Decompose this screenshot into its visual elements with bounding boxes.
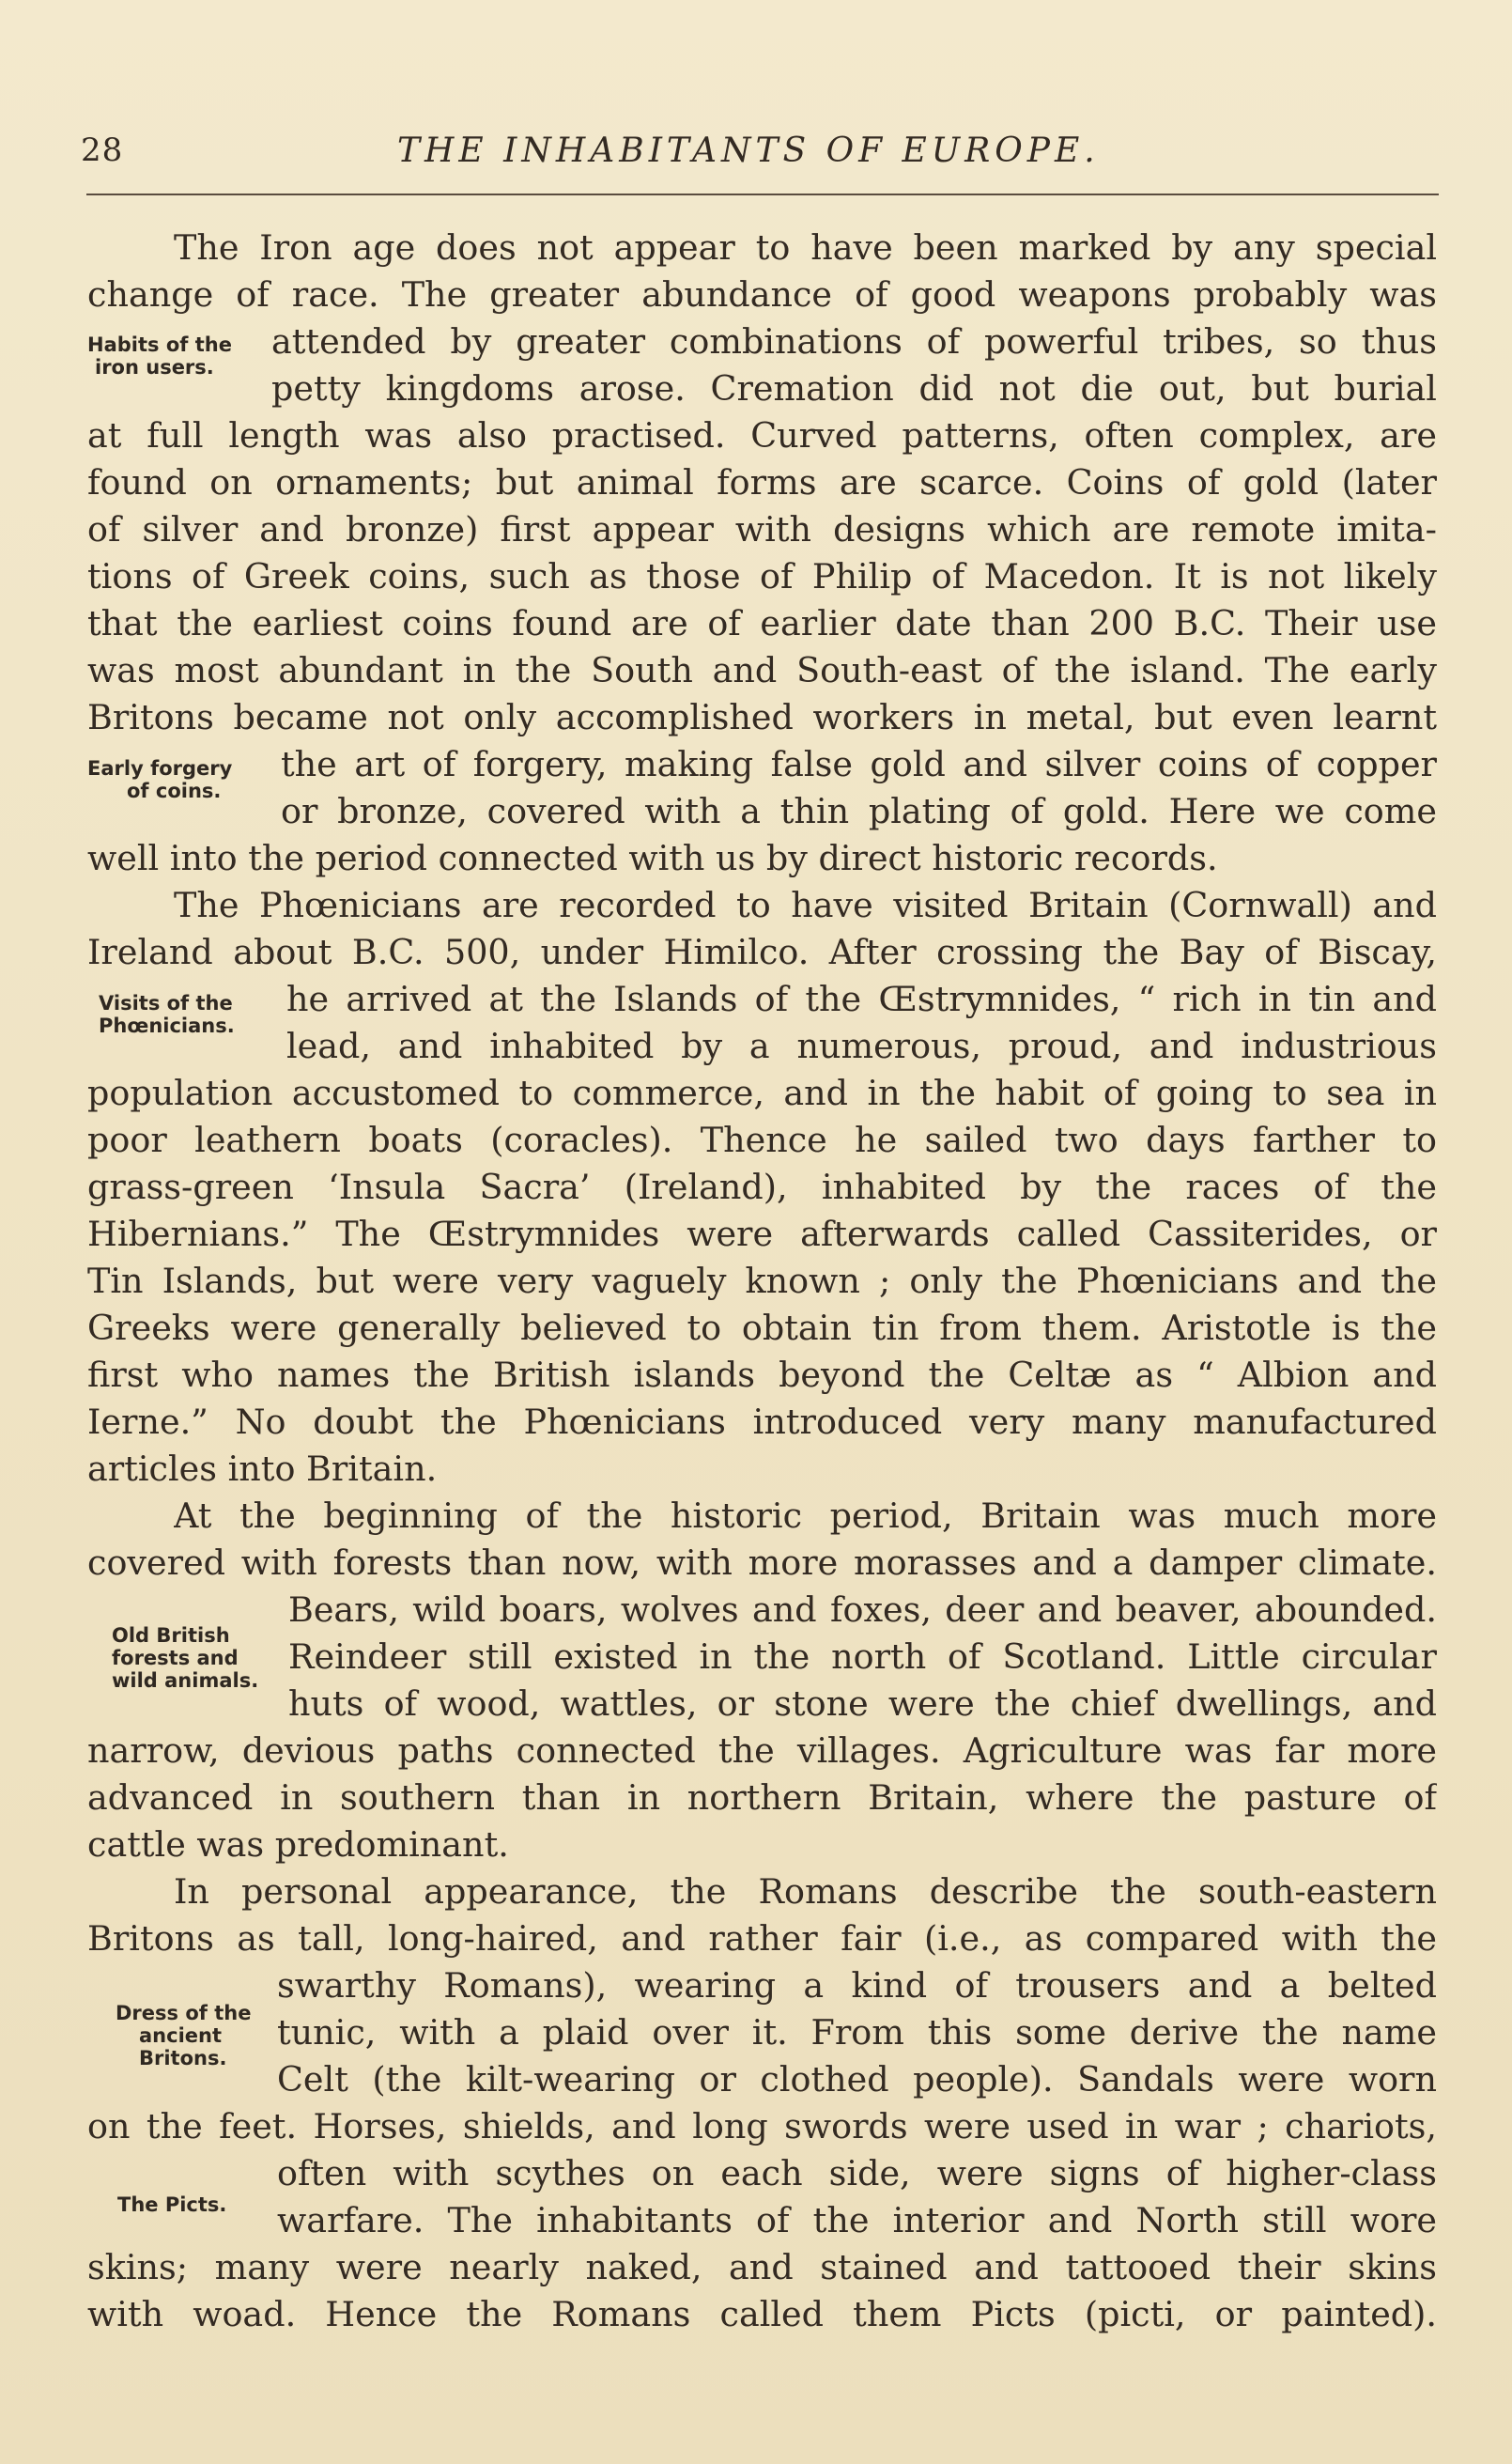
body-line: first who names the British islands beyond the Celtæ as “ Albion and: [87, 1355, 1437, 1395]
margin-note-line: Phœnicians.: [99, 1015, 235, 1037]
body-line: At the beginning of the historic period, Britain was much more: [174, 1495, 1437, 1536]
body-line: poor leathern boats (coracles). Thence he sailed two days farther to: [87, 1120, 1437, 1160]
margin-note-line: Britons.: [139, 2047, 227, 2069]
margin-note-line: Habits of the: [87, 333, 232, 356]
body-line: The Phœnicians are recorded to have visited Britain (Cornwall) and: [174, 885, 1437, 925]
body-line: Tin Islands, but were very vaguely known ; only the Phœnicians and the: [87, 1261, 1437, 1301]
body-line: skins; many were nearly naked, and stained and tattooed their skins: [87, 2247, 1437, 2287]
body-line: on the feet. Horses, shields, and long swords were used in war ; chariots,: [87, 2106, 1437, 2146]
body-line: Britons became not only accomplished workers in metal, but even learnt: [87, 697, 1437, 737]
body-line: attended by greater combinations of powerful tribes, so thus: [271, 321, 1437, 362]
body-line: Ireland about B.C. 500, under Himilco. After crossing the Bay of Biscay,: [87, 932, 1437, 972]
body-line: that the earliest coins found are of earlier date than 200 B.C. Their use: [87, 603, 1437, 643]
body-line: narrow, devious paths connected the villages. Agriculture was far more: [87, 1730, 1437, 1771]
body-line: huts of wood, wattles, or stone were the chief dwellings, and: [288, 1683, 1437, 1724]
margin-note-line: Visits of the: [99, 992, 233, 1015]
margin-note-line: forests and: [112, 1647, 239, 1669]
body-line: Reindeer still existed in the north of Scotland. Little circular: [288, 1636, 1437, 1677]
body-line: well into the period connected with us by direct historic records.: [87, 838, 1218, 878]
margin-note-line: iron users.: [95, 356, 214, 379]
running-title: THE INHABITANTS OF EUROPE.: [397, 132, 1100, 170]
margin-note-line: wild animals.: [112, 1669, 259, 1692]
body-line: Britons as tall, long-haired, and rather fair (i.e., as compared with the: [87, 1918, 1437, 1959]
body-line: population accustomed to commerce, and in the habit of going to sea in: [87, 1073, 1437, 1113]
margin-note-dress: [116, 2002, 251, 2069]
body-line: grass-green ‘Insula Sacra’ (Ireland), inhabited by the races of the: [87, 1167, 1437, 1207]
margin-note-phoenicians: [99, 992, 235, 1037]
body-line: often with scythes on each side, were signs of higher-class: [277, 2153, 1437, 2193]
margin-note-line: ancient: [139, 2024, 222, 2047]
body-line: The Iron age does not appear to have been marked by any special: [174, 227, 1437, 268]
body-line: swarthy Romans), wearing a kind of trousers and a belted: [277, 1965, 1437, 2006]
margin-note-picts: [117, 2193, 226, 2216]
body-line: at full length was also practised. Curved patterns, often complex, are: [87, 415, 1437, 456]
body-line: Hibernians.” The Œstrymnides were afterwards called Cassiterides, or: [87, 1214, 1437, 1254]
body-line: he arrived at the Islands of the Œstrymnides, “ rich in tin and: [286, 979, 1437, 1019]
body-line: lead, and inhabited by a numerous, proud, and industrious: [286, 1026, 1437, 1066]
margin-note-line: Dress of the: [116, 2002, 252, 2024]
body-line: cattle was predominant.: [87, 1824, 509, 1865]
body-line: Bears, wild boars, wolves and foxes, deer and beaver, abounded.: [288, 1589, 1437, 1630]
body-line: Celt (the kilt-wearing or clothed people). Sandals were worn: [277, 2059, 1437, 2100]
margin-note-line: of coins.: [127, 780, 222, 802]
body-line: tunic, with a plaid over it. From this some derive the name: [277, 2012, 1437, 2053]
margin-note-forests: [112, 1624, 258, 1692]
body-line: advanced in southern than in northern Britain, where the pasture of: [87, 1777, 1437, 1818]
body-line: was most abundant in the South and South-east of the island. The early: [87, 650, 1437, 690]
body-line: found on ornaments; but animal forms are scarce. Coins of gold (later: [87, 462, 1437, 503]
body-line: Greeks were generally believed to obtain tin from them. Aristotle is the: [87, 1308, 1437, 1348]
body-line: of silver and bronze) first appear with designs which are remote imita-: [87, 509, 1437, 550]
margin-note-habits: [87, 333, 232, 379]
body-line: change of race. The greater abundance of good weapons probably was: [87, 274, 1437, 315]
margin-note-forgery: [87, 757, 232, 802]
margin-note-line: The Picts.: [117, 2193, 227, 2216]
body-line: the art of forgery, making false gold and silver coins of copper: [281, 744, 1437, 784]
margin-note-line: Early forgery: [87, 757, 233, 780]
body-line: articles into Britain.: [87, 1449, 438, 1489]
body-line: with woad. Hence the Romans called them Picts (picti, or painted).: [87, 2294, 1437, 2334]
page-number: 28: [81, 132, 124, 169]
body-line: petty kingdoms arose. Cremation did not die out, but burial: [271, 368, 1437, 409]
body-line: or bronze, covered with a thin plating of gold. Here we come: [281, 791, 1437, 831]
body-line: In personal appearance, the Romans describe the south-eastern: [174, 1871, 1437, 1912]
body-line: covered with forests than now, with more morasses and a damper climate.: [87, 1542, 1437, 1583]
body-line: tions of Greek coins, such as those of Philip of Macedon. It is not likely: [87, 556, 1437, 597]
margin-note-line: Old British: [112, 1624, 230, 1647]
body-line: Ierne.” No doubt the Phœnicians introduced very many manufactured: [87, 1402, 1437, 1442]
body-line: warfare. The inhabitants of the interior and North still wore: [277, 2200, 1437, 2240]
